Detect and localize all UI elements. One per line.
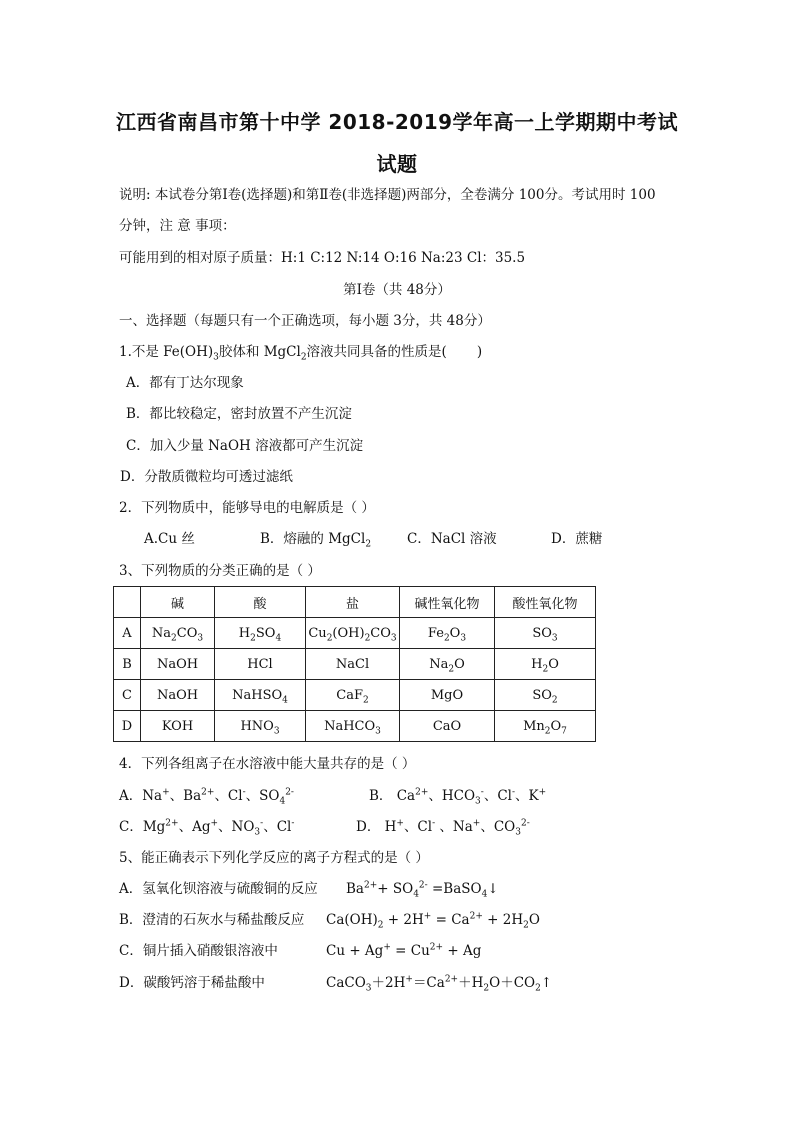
cell-salt: CaF$_2$ bbox=[306, 680, 400, 711]
cell-acid: $HNO_3$ bbox=[215, 711, 306, 742]
cell-acid: $H_2SO_4$ bbox=[215, 618, 306, 649]
q1-option-d: D．分散质微粒均可透过滤纸 bbox=[120, 469, 293, 485]
cell-salt: NaHCO$_3$ bbox=[306, 711, 400, 742]
part1-heading: 第Ⅰ卷（共 48分） bbox=[343, 282, 451, 298]
q4-option-c: C．$Mg^{2+}$、Ag+、$NO_3^-$、Cl- bbox=[119, 818, 295, 838]
cell-basic-oxide: $Na_2O$ bbox=[400, 649, 495, 680]
q5-option-b-text: B．澄清的石灰水与稀盐酸反应 bbox=[119, 912, 305, 928]
cell-salt: NaCl bbox=[306, 649, 400, 680]
cell-acidic-oxide: $Mn_2O_7$ bbox=[495, 711, 596, 742]
q1-option-c: C．加入少量 NaOH 溶液都可产生沉淀 bbox=[126, 438, 364, 454]
q2-stem: 2．下列物质中，能够导电的电解质是（ ） bbox=[119, 500, 375, 516]
row-label: D bbox=[114, 711, 141, 742]
q2-option-c: C．NaCl 溶液 bbox=[407, 531, 497, 547]
q4-option-b: B． $Ca^{2+}$、$HCO_3^-$、Cl-、K+ bbox=[369, 787, 547, 807]
q4-stem: 4．下列各组离子在水溶液中能大量共存的是（ ） bbox=[119, 756, 416, 772]
q4-option-d: D． H+、Cl- 、Na+、$CO_3^{2-}$ bbox=[356, 818, 530, 838]
cell-base: NaOH bbox=[141, 680, 215, 711]
q1-option-b: B．都比较稳定，密封放置不产生沉淀 bbox=[126, 406, 352, 422]
q2-option-a: A.Cu 丝 bbox=[144, 531, 195, 547]
table-row bbox=[114, 711, 596, 742]
q2-option-b-sub: 2 bbox=[365, 539, 372, 550]
cell-basic-oxide: $Fe_2O_3$ bbox=[400, 618, 495, 649]
classification-table bbox=[113, 586, 596, 742]
header-cell-basic-oxide: 碱性氧化物 bbox=[400, 587, 495, 618]
q1-stem-sub1: 3 bbox=[213, 352, 219, 363]
header-cell-base: 碱 bbox=[141, 587, 215, 618]
q5-option-b-equation: $Ca(OH)_2 + 2H^+ = Ca^{2+} + 2H_2O$ bbox=[326, 911, 540, 931]
q1-stem-b: 胶体和 MgCl bbox=[218, 344, 301, 360]
atomic-masses: 可能用到的相对原子质量：H:1 C:12 N:14 O:16 Na:23 Cl：35.5 bbox=[119, 250, 526, 266]
q1-stem-c: 溶液共同具备的性质是( bbox=[306, 344, 447, 360]
q1-stem-sub2: 2 bbox=[300, 352, 307, 363]
header-cell-blank bbox=[114, 587, 141, 618]
table-row bbox=[114, 680, 596, 711]
q1-stem-a: 1.不是 Fe(OH) bbox=[119, 344, 214, 360]
q5-stem: 5、能正确表示下列化学反应的离子方程式的是（ ） bbox=[119, 850, 429, 866]
cell-acid: HCl bbox=[215, 649, 306, 680]
row-label: B bbox=[114, 649, 141, 680]
q5-option-c-equation: $Cu + Ag^+ = Cu^{2+} + Ag$ bbox=[326, 942, 482, 959]
cell-salt: $Cu_2(OH)_2CO_3$ bbox=[306, 618, 400, 649]
cell-acidic-oxide: $SO_2$ bbox=[495, 680, 596, 711]
page-title: 江西省南昌市第十中学 2018-2019学年高一上学期期中考试 bbox=[115, 110, 679, 134]
cell-acidic-oxide: $SO_3$ bbox=[495, 618, 596, 649]
q1-stem-d: ) bbox=[476, 344, 483, 360]
q1-stem bbox=[119, 343, 482, 361]
header-cell-acidic-oxide: 酸性氧化物 bbox=[495, 587, 596, 618]
cell-basic-oxide: MgO bbox=[400, 680, 495, 711]
page-title-line2: 试题 bbox=[376, 152, 418, 176]
q3-stem: 3、下列物质的分类正确的是（ ） bbox=[119, 563, 321, 579]
table-row bbox=[114, 649, 596, 680]
cell-basic-oxide: CaO bbox=[400, 711, 495, 742]
table-row bbox=[114, 618, 596, 649]
q2-option-b-text: B．熔融的 MgCl bbox=[260, 531, 366, 547]
q4-option-a: A．Na+、$Ba^{2+}$、Cl-、$SO_4^{2-}$ bbox=[119, 787, 294, 807]
q5-option-a-text: A．氢氧化钡溶液与硫酸铜的反应 bbox=[119, 881, 318, 897]
instructions-line1: 说明: 本试卷分第Ⅰ卷(选择题)和第Ⅱ卷(非选择题)两部分，全卷满分 100分。考试用时 100 bbox=[119, 187, 656, 203]
q5-option-d-text: D．碳酸钙溶于稀盐酸中 bbox=[119, 975, 265, 991]
q1-option-a: A．都有丁达尔现象 bbox=[126, 375, 244, 391]
section1-heading: 一、选择题（每题只有一个正确选项，每小题 3分，共 48分） bbox=[119, 313, 491, 329]
header-cell-acid: 酸 bbox=[215, 587, 306, 618]
row-label: A bbox=[114, 618, 141, 649]
q2-option-d: D．蔗糖 bbox=[551, 531, 603, 547]
cell-base: NaOH bbox=[141, 649, 215, 680]
q5-option-a-equation: $Ba^{2+}+ SO_4^{2-}$ =BaSO$_4$↓ bbox=[346, 880, 499, 900]
header-cell-salt: 盐 bbox=[306, 587, 400, 618]
q5-option-c-text: C．铜片插入硝酸银溶液中 bbox=[119, 943, 278, 959]
q5-option-d-equation: $CaCO_3+2H^+=Ca^{2+}+H_2O+CO_2↑$ bbox=[326, 974, 553, 994]
instructions-line2: 分钟，注 意 事项： bbox=[119, 218, 236, 234]
table-header-row bbox=[114, 587, 596, 618]
q2-option-b bbox=[260, 530, 371, 548]
cell-acid: NaHSO$_4$ bbox=[215, 680, 306, 711]
cell-base: KOH bbox=[141, 711, 215, 742]
cell-acidic-oxide: $H_2O$ bbox=[495, 649, 596, 680]
cell-base: $Na_2CO_3$ bbox=[141, 618, 215, 649]
row-label: C bbox=[114, 680, 141, 711]
